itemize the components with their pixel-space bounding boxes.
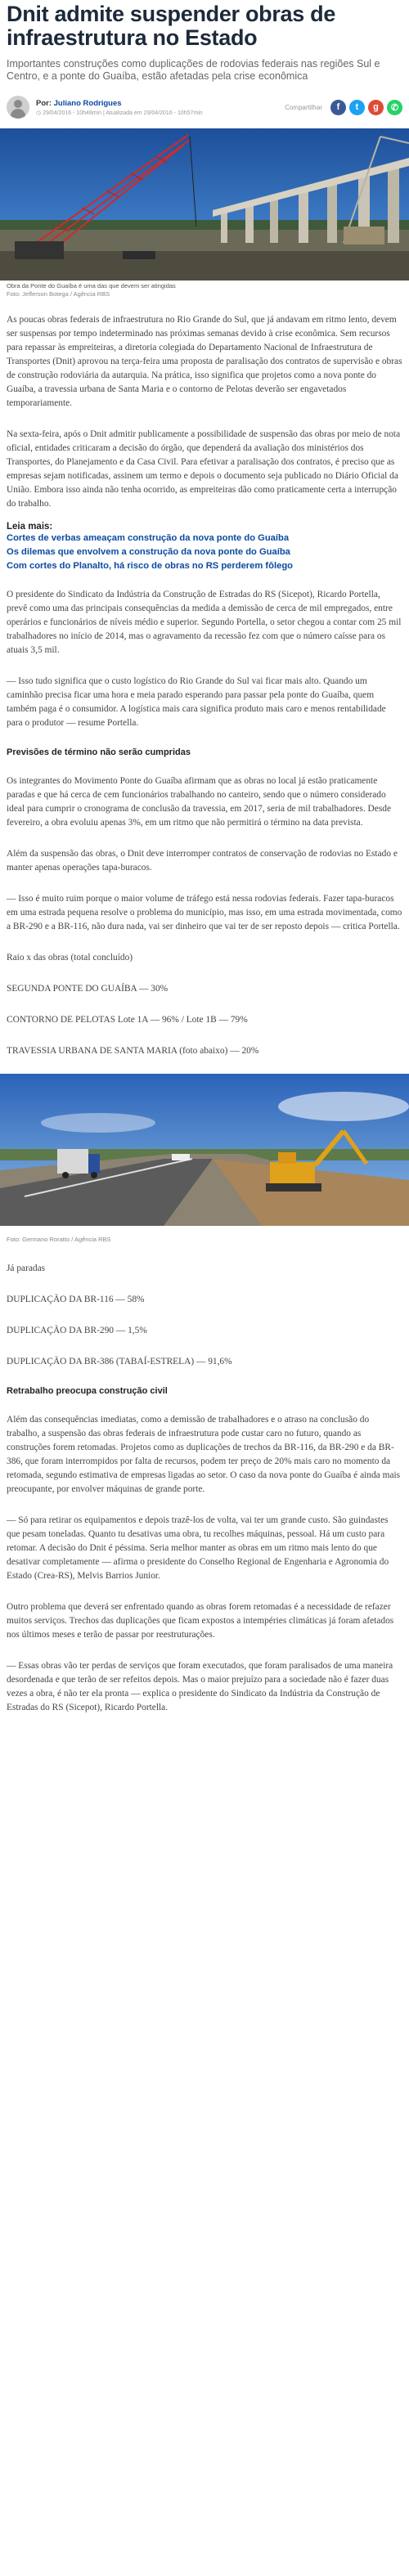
paragraph: CONTORNO DE PELOTAS Lote 1A — 96% / Lote 1B — 79% xyxy=(7,1015,248,1025)
article-header xyxy=(0,0,409,122)
bridge-construction-image xyxy=(0,128,409,280)
subheading: Previsões de término não serão cumpridas xyxy=(7,747,191,757)
paragraph: — Isso tudo significa que o custo logístico do Rio Grande do Sul vai ficar mais alto. Quando um caminhão precisa ficar uma hora e meia parado esperando para passar pela ponte do Guaíba, quem também paga é o consumidor. A logística mais cara significa produto mais caro e menos rentabilidade para o produtor — resume Portella. xyxy=(7,676,386,728)
subheading: Retrabalho preocupa construção civil xyxy=(7,1386,168,1396)
paragraph: Raio x das obras (total concluído) xyxy=(7,953,133,963)
author-link[interactable]: Juliano Rodrigues xyxy=(53,98,122,108)
share-label: Compartilhar xyxy=(285,103,322,111)
photo-caption-1 xyxy=(0,280,409,298)
photo-caption-text: Obra da Ponte do Guaíba é uma das que devem ser atingidas xyxy=(7,282,176,289)
leia-mais-label: Leia mais: xyxy=(7,522,53,532)
paragraph: Além das consequências imediatas, como a demissão de trabalhadores e o atraso na conclusão do trabalho, a suspensão das obras federais de infraestrutura pode custar caro no futuro, quando as construções forem retomadas. Projetos como as duplicações de trechos da BR-116, da BR-290 e da BR-386, que foram interrompidos por falta de recursos, podem ter preço de 20% mais caro no momento da retomada, segundo estimativa de empresas ligadas ao setor. O caso da nova ponte do Guaíba é ainda mais preocupante, por envolver máquinas de grande porte. xyxy=(7,1415,401,1494)
twitter-icon[interactable]: t xyxy=(349,100,365,115)
paragraph: Além da suspensão das obras, o Dnit deve interromper contratos de conservação de rodovias no Estado e manter apenas operações tapa-buracos. xyxy=(7,849,398,873)
related-links xyxy=(7,532,402,573)
paragraph: DUPLICAÇÃO DA BR-290 — 1,5% xyxy=(7,1326,147,1335)
paragraph: Outro problema que deverá ser enfrentado quando as obras forem retomadas é a necessidade de refazer muitos serviços. Trechos das duplicações que ficam expostos a intempéries climáticas já foram afetados nos últimos meses e terão de passar por reestruturações. xyxy=(7,1602,394,1640)
facebook-icon[interactable]: f xyxy=(330,100,346,115)
article-date xyxy=(36,110,285,116)
whatsapp-icon[interactable]: ✆ xyxy=(387,100,402,115)
photo-caption-2 xyxy=(0,1226,409,1244)
byline-meta xyxy=(36,99,285,116)
paragraph: DUPLICAÇÃO DA BR-116 — 58% xyxy=(7,1295,145,1304)
paragraph: Os integrantes do Movimento Ponte do Guaíba afirmam que as obras no local já estão praticamente paradas e que há cerca de cem funcionários trabalhando no canteiro, sendo que o número considerado ideal para cumprir o cronograma de conclusão da travessia, em 2017, seria de mil trabalhadores. Desde fevereiro, a obra evoluiu apenas 3%, em um ritmo que não permitirá o término na data prevista. xyxy=(7,776,391,828)
paragraph: Na sexta-feira, após o Dnit admitir publicamente a possibilidade de suspensão das obras por meio de nota oficial, entidades criticaram a decisão do órgão, que dependerá da avaliação dos ministérios dos Transportes, do Planejamento e da Casa Civil. Para efetivar a paralisação dos contratos, é preciso que as empresas sejam notificadas, assinem um termo e depois o documento seja publicado no Diário Oficial da União. Embora isso ainda não tenha ocorrido, as empreiteiras dão como praticamente certa a interrupção do trabalho. xyxy=(7,429,401,509)
byline xyxy=(7,92,402,122)
article-date-text: 29/04/2016 - 10h48min | Atualizada em 29/04/2016 - 10h57min xyxy=(43,110,203,116)
paragraph: TRAVESSIA URBANA DE SANTA MARIA (foto abaixo) — 20% xyxy=(7,1046,259,1056)
related-link[interactable]: Cortes de verbas ameaçam construção da nova ponte do Guaíba xyxy=(7,533,290,543)
photo-credit: Foto: Jefferson Botega / Agência RBS xyxy=(7,290,110,298)
paragraph: — Só para retirar os equipamentos e depois trazê-los de volta, vai ter um grande custo. São guindastes que pesam toneladas. Quanto tu desativas uma obra, tu recolhes máquinas, pessoal. Há um custo para retomar. A decisão do Dnit é péssima. Seria melhor manter as obras em um ritmo mais lento do que desativar completamente — afirma o presidente do Conselho Regional de Engenharia e Agronomia do Estado (Crea-RS), Melvis Barrios Junior. xyxy=(7,1515,389,1581)
article-title: Dnit admite suspender obras de infraestrutura no Estado xyxy=(7,2,336,50)
paragraph: DUPLICAÇÃO DA BR-386 (TABAÍ-ESTRELA) — 91,6% xyxy=(7,1357,232,1367)
paragraph: O presidente do Sindicato da Indústria da Construção de Estradas do RS (Sicepot), Ricardo Portella, prevê como uma das principais consequências da medida a demissão de cerca de mil empregados, entre operários e funcionários de níveis médio e superior. Segundo Portella, o setor chegou a contar com 25 mil trabalhadores no início de 2014, mas o agravamento da recessão fez com que o número caísse para os atuais 3,5 mil. xyxy=(7,590,402,655)
google-plus-icon[interactable]: g xyxy=(368,100,384,115)
road-construction-image xyxy=(0,1074,409,1226)
related-link[interactable]: Os dilemas que envolvem a construção da nova ponte do Guaíba xyxy=(7,547,290,557)
byline-prefix: Por: xyxy=(36,98,52,108)
clock-icon: ◷ xyxy=(36,110,42,116)
paragraph: — Essas obras vão ter perdas de serviços que foram executados, que foram paralisados de uma maneira desordenada e que terão de ser refeitos depois. Mas o maior prejuízo para a sociedade não é fazer duas vezes a obra, é não ter ela pronta — explica o presidente do Sindicato da Indústria da Construção de Estradas do RS (Sicepot), Ricardo Portella. xyxy=(7,1661,393,1712)
photo-credit: Foto: Germano Roratto / Agência RBS xyxy=(7,1236,111,1243)
author-avatar xyxy=(7,96,29,119)
article-photo-bridge xyxy=(0,128,409,280)
paragraph: As poucas obras federais de infraestrutura no Rio Grande do Sul, que já andavam em ritmo lento, devem ser suspensas por tempo indeterminado nas próximas semanas devido à crise econômica. Sem recursos para repassar às empreiteiras, a diretoria colegiada do Departamento Nacional de Infraestrutura de Transportes (Dnit) aprovou na terça-feira uma proposta de paralisação dos contratos de supervisão e obras de construção rodoviária da autarquia. Na prática, isso significa que projetos como a nova ponte do Guaíba, a travessia urbana de Santa Maria e o contorno de Pelotas deverão ser engavetados temporariamente. xyxy=(7,315,402,408)
article-lede: Importantes construções como duplicações de rodovias federais nas regiões Sul e Centro, e a ponte do Guaíba, estão afetadas pela crise econômica xyxy=(7,58,380,82)
article-body-continued xyxy=(0,1262,409,1715)
article-body xyxy=(0,313,409,1058)
article-photo-road xyxy=(0,1074,409,1226)
paragraph: — Isso é muito ruim porque o maior volume de tráfego está nessa rodovias federais. Fazer tapa-buracos em uma estrada pequena resolve o problema do município, mas isso, em uma estrada movimentada, como a BR-290 e a BR-116, não dura nada, vai ser dinheiro que vai ter de ser reposto depois — critica Portella. xyxy=(7,894,402,931)
related-link[interactable]: Com cortes do Planalto, há risco de obras no RS perderem fôlego xyxy=(7,561,293,571)
paragraph: SEGUNDA PONTE DO GUAÍBA — 30% xyxy=(7,984,169,994)
paragraph: Já paradas xyxy=(7,1263,46,1273)
